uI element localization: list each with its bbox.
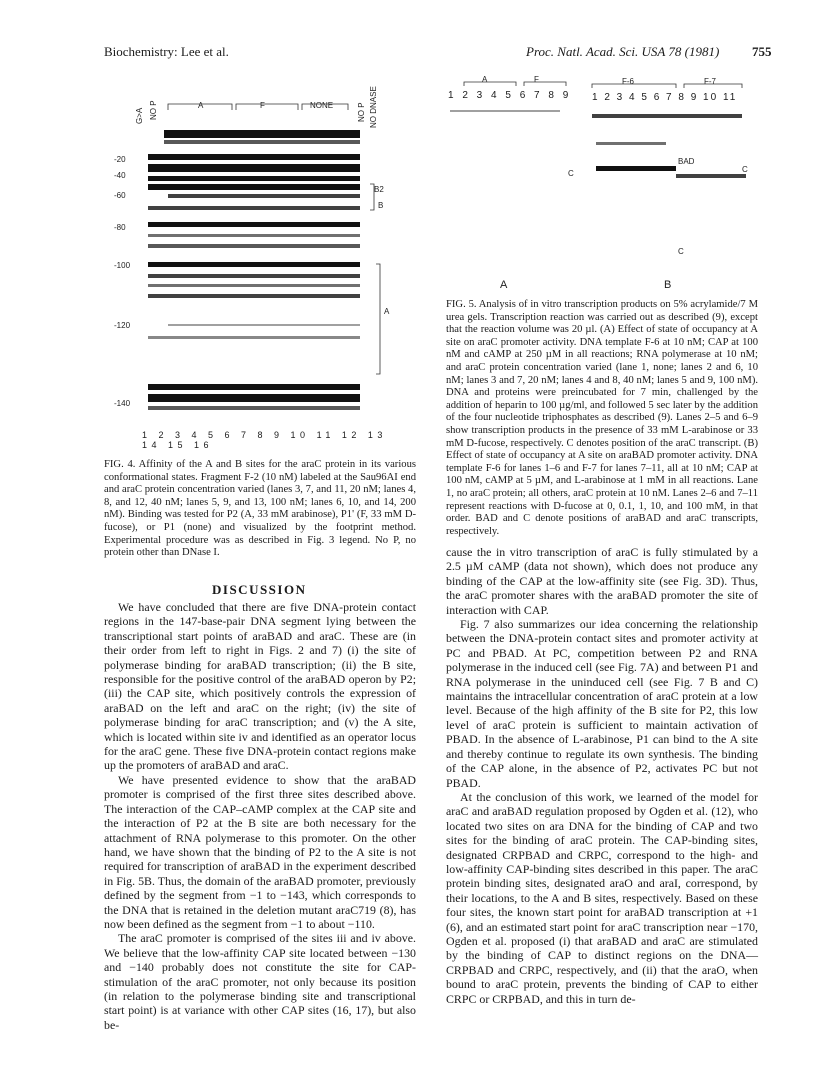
fig5-group-f7: F-7: [704, 77, 716, 86]
fig4-side-b2: B2: [374, 185, 384, 194]
figure-5-caption: FIG. 5. Analysis of in vitro transcription products on 5% acrylamide/7 M urea gels. Transcription reaction was carried out as described (9), except that the reaction volume was 20 µl. (A) Effect of state of occupancy at A site on araC promoter activity. DNA template F-6 at 10 nM; CAP at 100 nM and cAMP at 250 µM in all reactions; RNA polymerase at 10 nM; and araC protein concentration varied (lane 1, none; lanes 2 and 6, 10 nM; lanes 3 and 7, 20 nM; lanes 4 and 8, 40 nM; lanes 5 and 9, 100 nM). DNA and proteins were preincubated for 7 min, challenged by the addition of heparin to 100 µg/ml, and followed 5 sec later by the addition of the four nucleotide triphosphates as described (9). Lanes 2–5 and 6–9 show transcription products in the presence of 33 mM L-arabinose or 33 mM D-fucose, respectively. C denotes position of the araC transcript. (B) Effect of state of occupancy at A site on araBAD promoter activity. DNA template F-6 for lanes 1–6 and F-7 for lanes 7–11, all at 10 nM; CAP at 100 nM, cAMP at 5 µM, and L-arabinose at 1 mM in all reactions. Lane 1, no araC protein; all others, araC protein at 10 nM. Lanes 2–6 and 7–11 represent reactions with D-fucose at 0, 0.1, 1, 10, and 100 mM, in that order. BAD and C denote positions of araBAD and araC transcripts, respectively.: [446, 299, 758, 537]
fig5-band-c-b1: C: [742, 165, 748, 174]
discussion-paragraph: cause the in vitro transcription of araC is fully stimulated by a 2.5 µM cAMP (data not shown), which does not produce any binding of the CAP at the low-affinity site (see Fig. 3D). Thus, the araC promoter shares with the araBAD promoter the site of interaction with CAP.: [446, 545, 758, 617]
figure-5-gel: [446, 72, 758, 294]
fig4-label-none: NONE: [310, 101, 334, 110]
discussion-paragraph: We have concluded that there are five DNA-protein contact regions in the 147-base-pair DNA segment lying between the transcriptional start points of araBAD and araC. These are (in their order from left to right in Figs. 2 and 7) (i) the site of polymerase binding for araBAD transcription; (ii) the B site, responsible for the positive control of the araBAD operon by P2; (iii) the CAP site, which positively controls the expression of araBAD on the left and araC on the right; (iv) the site of polymerase binding for araC transcription; and (v) the A site, which is located within site iv and identified as an operator locus for the araC gene. These five DNA-protein contact regions make up the promoters of araBAD and araC.: [104, 600, 416, 773]
discussion-heading: DISCUSSION: [212, 582, 307, 597]
fig5-group-f6: F-6: [622, 77, 634, 86]
fig4-label-nop-left: NO P: [149, 100, 158, 120]
discussion-left-column: [104, 600, 416, 1032]
figure-4-gel-image: [112, 84, 402, 449]
running-header-journal: Proc. Natl. Acad. Sci. USA 78 (1981): [526, 44, 720, 59]
fig4-label-f: F: [260, 101, 265, 110]
fig5-band-bad: BAD: [678, 157, 695, 166]
discussion-paragraph: The araC promoter is comprised of the sites iii and iv above. We believe that the low-affinity CAP site located between −130 and −140 probably does not constitute the site for CAP-stimulation of the araC promoter, not only because its position (in relation to the polymerase binding site and transcriptional start point) is at variance with other CAP sites (16, 17), but also be-: [104, 931, 416, 1032]
fig5-panel-b: B: [664, 279, 672, 291]
fig5-band-c-a: C: [568, 169, 574, 178]
fig4-label-nop-right: NO P: [357, 102, 366, 122]
fig4-label-no-dnase: NO DNASE: [369, 86, 378, 128]
fig4-label-a: A: [198, 101, 204, 110]
fig4-marker-20: -20: [114, 155, 126, 164]
fig4-marker-40: -40: [114, 171, 126, 180]
fig4-marker-140: -140: [114, 399, 131, 408]
fig5-panel-a: A: [500, 279, 508, 291]
fig5-group-f: F: [534, 75, 539, 84]
fig4-lane-numbers: 1 2 3 4 5 6 7 8 9 10 11 12 13 14 15 16: [142, 430, 387, 450]
page-number: 755: [752, 44, 772, 59]
fig5-group-a: A: [482, 75, 488, 84]
fig4-marker-100: -100: [114, 261, 131, 270]
discussion-paragraph: At the conclusion of this work, we learned of the model for araC and araBAD regulation proposed by Ogden et al. (12), who located two sites on ara DNA for the binding of CAP and two sites for the binding of araC protein. The CAP-binding sites, designated CRPBAD and CRPC, correspond to the high- and low-affinity CAP-binding sites described in this paper. The araC protein binding sites, designated araO and araI, correspond, by their locations, to the A and B sites, respectively. Based on these four sites, the known start point for araBAD transcription at +1 (6), and an estimated start point for araC transcription near −170, Ogden et al. proposed (i) that araBAD and araC are stimulated by the binding of CAP to distinct regions on the DNA—CRPBAD and CRPC, respectively, and (ii) that the araO, when bound to araC protein, prevents the binding of CAP to either CRPC or CRPBAD, and this in turn de-: [446, 789, 758, 1006]
discussion-right-column: [446, 545, 758, 1006]
fig4-marker-120: -120: [114, 321, 131, 330]
figure-4-gel: [112, 84, 402, 449]
figure-4-caption: FIG. 4. Affinity of the A and B sites for the araC protein in its various conformational states. Fragment F-2 (10 nM) labeled at the Sau96AI end and araC protein concentration varied (lanes 3, 7, and 11, 20 nM; lanes 4, 8, and 12, 40 nM; lanes 5, 9, and 13, 100 nM; lanes 6, 10, and 14, 200 nM). Binding was tested for P2 (A, 33 mM arabinose), P1' (F, 33 mM D-fucose), or P1 (none) and visualized by the footprint method. Experimental procedure was as described in Fig. 3 legend. No P, no protein other than DNase I.: [104, 459, 416, 559]
fig4-label-g-a: G>A: [135, 107, 144, 124]
figure-5-gel-image: [446, 72, 758, 294]
discussion-paragraph: Fig. 7 also summarizes our idea concerning the relationship between the DNA-protein contact sites and promoter activity at PC and PBAD. At PC, competition between P2 and RNA polymerase in the induced cell (see Fig. 7A) and between P1 and RNA polymerase in the uninduced cell (see Fig. 7 B and C) maintains the intracellular concentration of araC protein at a low level. Because of the high affinity of the B site for P2, this low level of araC protein is sufficient to maintain activation of PBAD. In the absence of L-arabinose, P1 can bind to the A site and thereby continue to regulate its own synthesis. The binding of the CAP alone, in the absence of P2, activates PC but not PBAD.: [446, 617, 758, 790]
fig5-band-c-b2: C: [678, 247, 684, 256]
fig4-side-b: B: [378, 201, 384, 210]
fig5-lanes-b: 1 2 3 4 5 6 7 8 9 10 11: [592, 92, 738, 103]
fig4-marker-80: -80: [114, 223, 126, 232]
running-header-authors: Biochemistry: Lee et al.: [104, 44, 229, 59]
discussion-paragraph: We have presented evidence to show that the araBAD promoter is comprised of the first three sites described above. The interaction of the CAP–cAMP complex at the CAP site and the interaction of P2 at the B site are both necessary for the attachment of RNA polymerase to this promoter. On the other hand, we have shown that the binding of P2 to the A site is not required for transcription of araBAD in the experiment described in Fig. 5B. Thus, the domain of the araBAD promoter, previously defined by the segment from −1 to −143, which corresponds to the DNA that is retained in the deletion mutant araC719 (8), has now been defined as the segment from −1 to about −110.: [104, 772, 416, 931]
fig5-lanes-a: 1 2 3 4 5 6 7 8 9: [448, 90, 572, 101]
fig4-marker-60: -60: [114, 191, 126, 200]
fig4-side-a: A: [384, 307, 390, 316]
